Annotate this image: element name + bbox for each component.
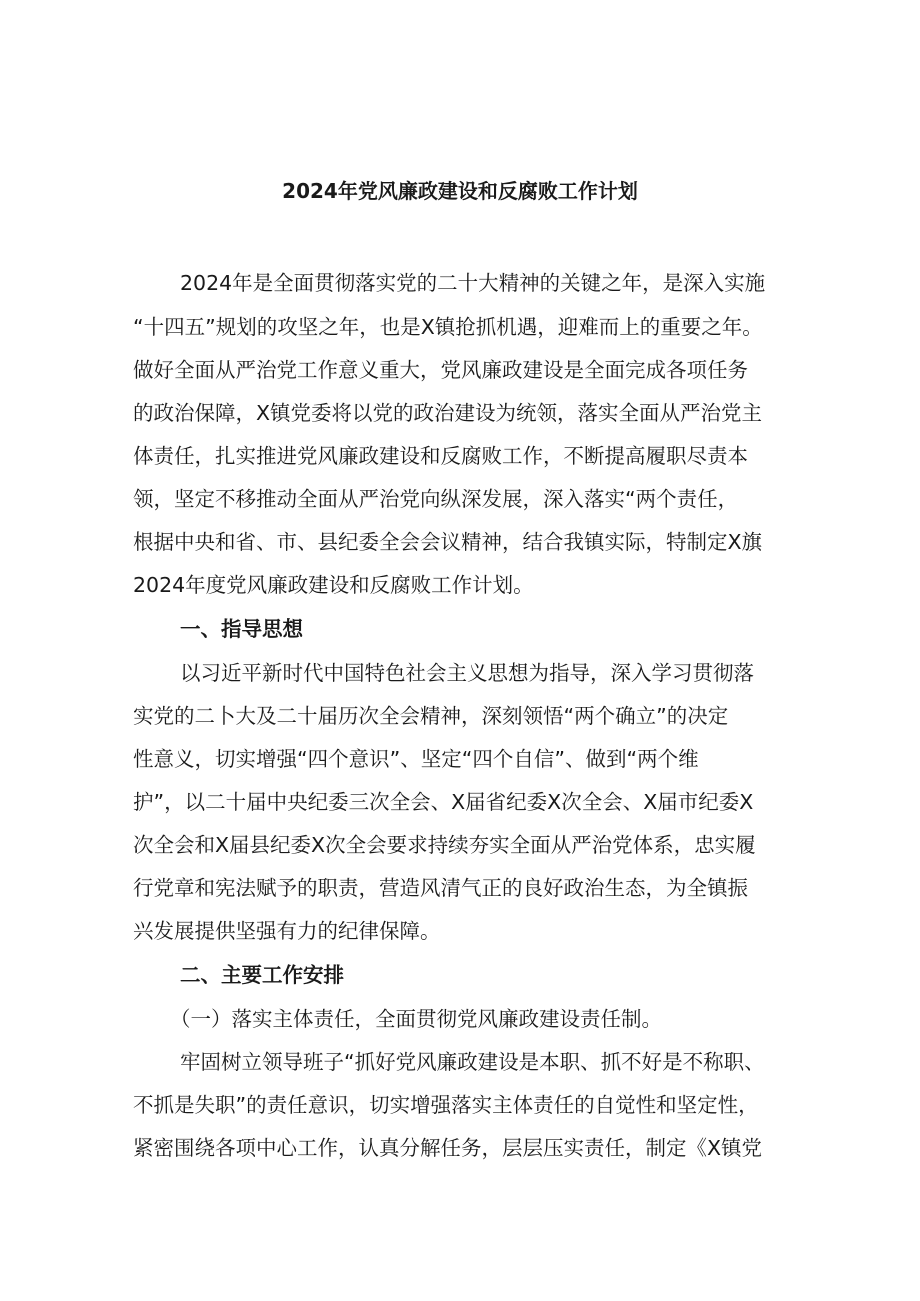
subsection-heading: （一）落实主体责任，全面贯彻党风廉政建设责任制。: [170, 1007, 662, 1031]
body-line: “十四五”规划的攻坚之年，也是X镇抢抓机遇，迎难而上的重要之年。: [133, 315, 763, 339]
body-line: 不抓是失职”的责任意识，切实增强落实主体责任的自觉性和坚定性，: [133, 1093, 759, 1117]
body-line: 以习近平新时代中国特色社会主义思想为指导，深入学习贯彻落: [180, 661, 754, 685]
body-line: 实党的二卜大及二十届历次全会精神，深刻领悟“两个确立”的决定: [133, 704, 729, 728]
body-line: 紧密围绕各项中心工作，认真分解任务，层层压实责任，制定《X镇党: [133, 1136, 763, 1160]
body-line: 牢固树立领导班子“抓好党风廉政建设是本职、抓不好是不称职、: [180, 1050, 765, 1074]
body-line: 行党章和宪法赋予的职责，营造风清气正的良好政治生态，为全镇振: [133, 876, 748, 900]
body-line: 领，坚定不移推动全面从严治党向纵深发展，深入落实“两个责任，: [133, 487, 739, 511]
body-line: 次全会和X届县纪委X次全会要求持续夯实全面从严治党体系，忠实履: [133, 833, 756, 857]
document-title: 2024年党风廉政建设和反腐败工作计划: [282, 179, 638, 203]
body-line: 做好全面从严治党工作意义重大，党风廉政建设是全面完成各项任务: [133, 358, 748, 382]
section-heading: 二、主要工作安排: [180, 963, 344, 987]
body-line: 2024年度党风廉政建设和反腐败工作计划。: [133, 573, 534, 597]
body-line: 体责任，扎实推进党风廉政建设和反腐败工作，不断提高履职尽责本: [133, 444, 748, 468]
body-line: 兴发展提供坚强有力的纪律保障。: [133, 919, 441, 943]
section-heading: 一、指导思想: [180, 617, 303, 641]
body-line: 根据中央和省、市、县纪委全会会议精神，结合我镇实际，特制定X旗: [133, 530, 763, 554]
body-line: 的政治保障，X镇党委将以党的政治建设为统领，落实全面从严治党主: [133, 401, 763, 425]
body-line: 性意义，切实增强“四个意识”、坚定“四个自信”、做到“两个维: [133, 747, 699, 771]
body-line: 2024年是全面贯彻落实党的二十大精神的关键之年，是深入实施: [180, 271, 766, 295]
body-line: 护”，以二十届中央纪委三次全会、X届省纪委X次全会、X届市纪委X: [133, 790, 754, 814]
